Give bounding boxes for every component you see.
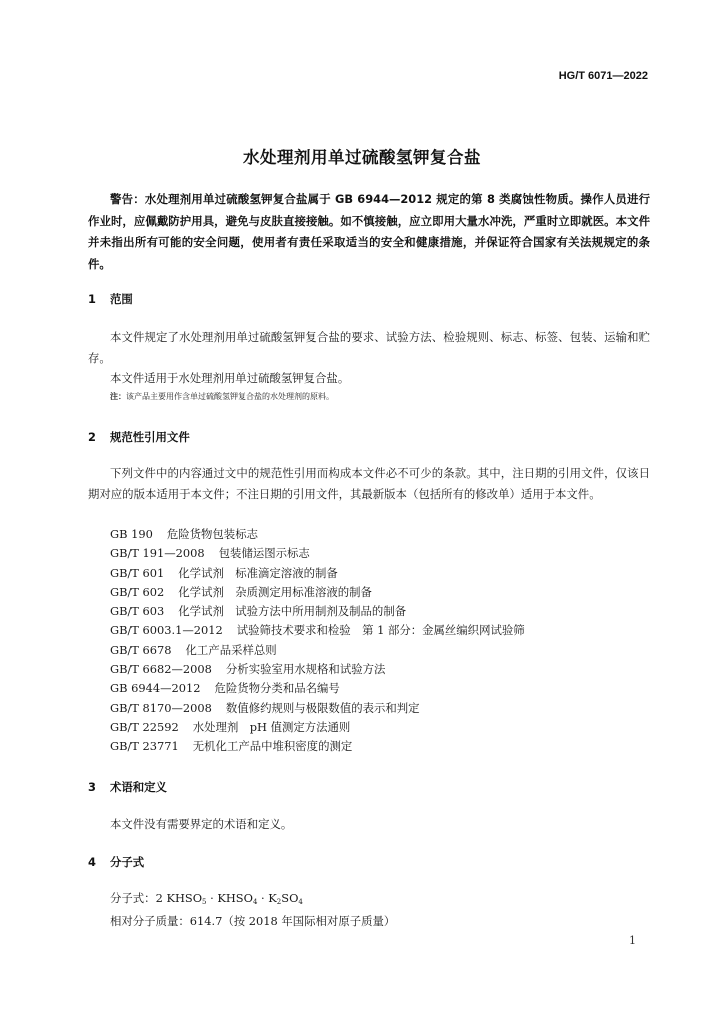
mass-label: 相对分子质量： [110,914,190,928]
warning-paragraph: 警告：水处理剂用单过硫酸氢钾复合盐属于 GB 6944—2012 规定的第 8 类腐蚀性物质。操作人员进行作业时，应佩戴防护用具，避免与皮肤直接接触。如不慎接触，应立即用大量水冲洗，严重时立即就医。本文件并未指出所有可能的安全问题，使用者有责任采取适当的安全和健康措施，并保证符合国家有关法规规定的条件。 [88,192,650,271]
reference-item [110,737,525,756]
section-3-heading [88,779,167,795]
reference-item [110,544,525,563]
reference-code: GB 6944—2012 [110,681,201,696]
reference-code: GB/T 6678 [110,642,172,657]
reference-code: GB/T 6682—2008 [110,662,212,677]
formula-part: 2 KHSO [155,891,203,905]
formula-subscript: 5 [202,898,207,906]
section-number: 2 [88,430,96,444]
reference-list [110,525,525,757]
formula-subscript: 4 [298,898,303,906]
formula-part: · K [257,891,277,905]
reference-title: 化学试剂 杂质测定用标准溶液的制备 [178,584,372,599]
section-number: 3 [88,780,96,794]
section-title: 范围 [109,292,133,306]
terms-paragraph: 本文件没有需要界定的术语和定义。 [110,817,293,831]
reference-title: 无机化工产品中堆积密度的测定 [192,739,353,754]
scope-note [110,391,650,402]
section-title: 规范性引用文件 [109,430,190,444]
reference-title: 化工产品采样总则 [185,642,277,657]
document-title: 水处理剂用单过硫酸氢钾复合盐 [243,148,481,167]
formula-subscript: 2 [276,898,282,906]
scope-paragraph-2: 本文件适用于水处理剂用单过硫酸氢钾复合盐。 [110,371,350,385]
reference-title: 危险货物包装标志 [166,527,258,541]
reference-item [110,602,525,621]
reference-title: 试验筛技术要求和检验 第 1 部分：金属丝编织网试验筛 [236,623,525,638]
page-number: 1 [629,934,636,947]
reference-title: 化学试剂 试验方法中所用制剂及制品的制备 [178,604,407,619]
molecular-mass [110,913,395,929]
scope-paragraph-1: 本文件规定了水处理剂用单过硫酸氢钾复合盐的要求、试验方法、检验规则、标志、标签、包装、运输和贮存。 [88,330,650,365]
reference-item [110,583,525,602]
reference-code: GB/T 601 [110,565,165,580]
section-2-heading [88,429,190,445]
reference-title: 危险货物分类和品名编号 [214,681,340,696]
reference-code: GB/T 602 [110,584,165,599]
reference-item [110,525,525,544]
reference-item [110,621,525,640]
reference-title: 化学试剂 标准滴定溶液的制备 [178,565,338,580]
formula-label: 分子式： [110,891,156,905]
formula-subscript: 4 [252,898,258,906]
normative-refs-intro: 下列文件中的内容通过文中的规范性引用而构成本文件必不可少的条款。其中，注日期的引用文件，仅该日期对应的版本适用于本文件；不注日期的引用文件，其最新版本（包括所有的修改单）适用于本文件。 [88,466,650,501]
reference-code: GB/T 8170—2008 [110,700,212,715]
reference-code: GB/T 23771 [110,739,179,754]
note-text: 该产品主要用作含单过硫酸氢钾复合盐的水处理剂的原料。 [126,392,334,401]
mass-value: 614.7（按 2018 年国际相对原子质量） [189,914,396,928]
standard-code: HG/T 6071—2022 [558,70,648,82]
reference-title: 分析实验室用水规格和试验方法 [225,662,386,677]
formula-part: SO [281,891,299,905]
reference-item [110,699,525,718]
section-1-heading [88,291,133,307]
reference-item [110,679,525,698]
reference-item [110,564,525,583]
reference-item [110,718,525,737]
reference-item [110,660,525,679]
section-number: 4 [88,855,96,869]
reference-code: GB/T 22592 [110,719,179,734]
reference-code: GB/T 603 [110,604,165,619]
section-title: 术语和定义 [109,780,167,794]
note-label: 注： [110,392,126,401]
reference-code: GB/T 191—2008 [110,546,205,561]
reference-title: 水处理剂 pH 值测定方法通则 [192,719,351,734]
section-number: 1 [88,292,96,306]
formula-part: · KHSO [206,891,253,905]
reference-code: GB/T 6003.1—2012 [110,623,223,638]
reference-item [110,641,525,660]
reference-title: 包装储运图示标志 [218,546,310,561]
reference-title: 数值修约规则与极限数值的表示和判定 [225,700,420,715]
section-4-heading [88,854,144,870]
section-title: 分子式 [109,855,145,869]
molecular-formula [110,890,303,906]
reference-code: GB 190 [110,527,153,541]
